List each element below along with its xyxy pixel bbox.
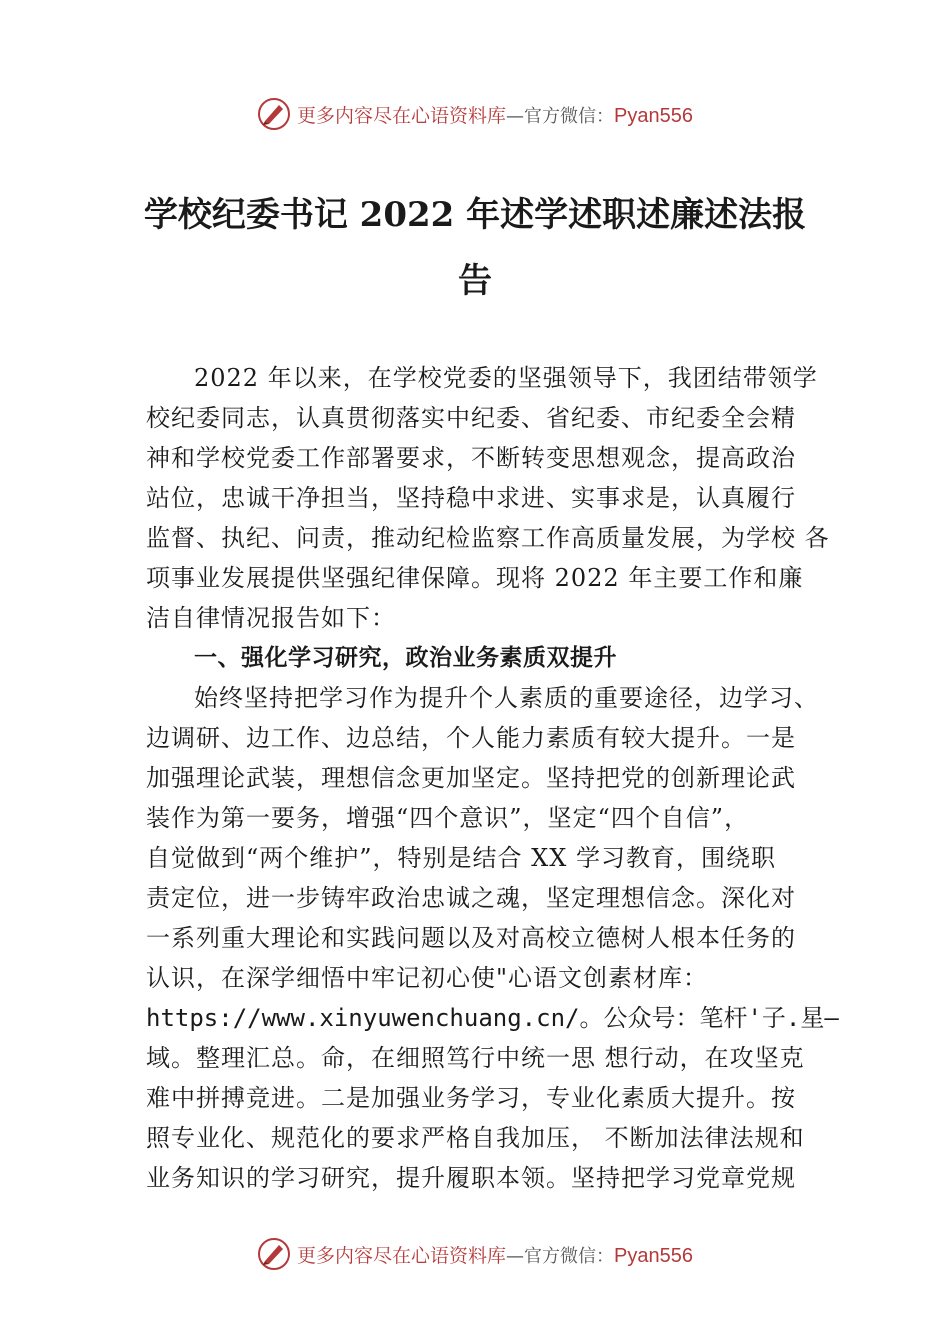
writing-logo-icon — [257, 1237, 291, 1271]
title-line: 学校纪委书记 2022 年述学述职述廉述法报 — [143, 195, 807, 235]
paragraph-line: 洁自律情况报告如下： — [146, 604, 396, 632]
header-watermark — [0, 96, 950, 132]
paragraph-line: 加强理论武装，理想信念更加坚定。坚持把党的创新理论武 — [146, 764, 796, 792]
document-body — [146, 358, 839, 1198]
document-title — [120, 182, 830, 314]
watermark-wechat-label: 官方微信： — [524, 1245, 615, 1267]
paragraph-line: 站位，忠诚干净担当，坚持稳中求进、实事求是，认真履行 — [146, 484, 796, 512]
paragraph-line: 认识，在深学细悟中牢记初心使"心语文创素材库： — [146, 964, 709, 992]
paragraph-line: 域。整理汇总。命，在细照笃行中统一思 想行动，在攻坚克 — [146, 1044, 805, 1072]
paragraph-line: 责定位，进一步铸牢政治忠诚之魂，坚定理想信念。深化对 — [146, 884, 796, 912]
watermark-text — [297, 101, 693, 128]
watermark-brand: 更多内容尽在心语资料库 — [297, 104, 507, 127]
writing-logo-icon — [257, 97, 291, 131]
footer-watermark — [0, 1236, 950, 1272]
paragraph-line: 自觉做到“两个维护”，特别是结合 XX 学习教育，围绕职 — [146, 844, 776, 872]
paragraph-line: 项事业发展提供坚强纪律保障。现将 2022 年主要工作和廉 — [146, 564, 804, 592]
paragraph-line: 监督、执纪、问责，推动纪检监察工作高质量发展，为学校 各 — [146, 524, 830, 552]
watermark-separator: — — [506, 105, 525, 127]
section-heading: 一、强化学习研究，政治业务素质双提升 — [194, 645, 617, 671]
paragraph-line: 2022 年以来，在学校党委的坚强领导下，我团结带领学 — [194, 364, 818, 392]
paragraph-line: 难中拼搏竞进。二是加强业务学习，专业化素质大提升。按 — [146, 1084, 796, 1112]
paragraph-line-url: https://www.xinyuwenchuang.cn/。公众号：笔杆'子.星— — [146, 1004, 839, 1032]
watermark-text — [297, 1241, 693, 1268]
paragraph-line: 照专业化、规范化的要求严格自我加压， 不断加法律法规和 — [146, 1124, 805, 1152]
paragraph-line: 神和学校党委工作部署要求，不断转变思想观念，提高政治 — [146, 444, 796, 472]
paragraph-line: 边调研、边工作、边总结，个人能力素质有较大提升。一是 — [146, 724, 796, 752]
paragraph-line: 始终坚持把学习作为提升个人素质的重要途径，边学习、 — [194, 684, 819, 712]
watermark-brand: 更多内容尽在心语资料库 — [297, 1244, 507, 1267]
paragraph-line: 校纪委同志，认真贯彻落实中纪委、省纪委、市纪委全会精 — [146, 404, 796, 432]
title-line: 告 — [458, 261, 492, 301]
watermark-separator: — — [506, 1245, 525, 1267]
paragraph-line: 一系列重大理论和实践问题以及对高校立德树人根本任务的 — [146, 924, 796, 952]
watermark-wechat-id: Pyan556 — [614, 104, 693, 127]
watermark-wechat-id: Pyan556 — [614, 1244, 693, 1267]
paragraph-line: 业务知识的学习研究，提升履职本领。坚持把学习党章党规 — [146, 1164, 796, 1192]
paragraph-line: 装作为第一要务，增强“四个意识”，坚定“四个自信”， — [146, 804, 750, 832]
watermark-wechat-label: 官方微信： — [524, 105, 615, 127]
